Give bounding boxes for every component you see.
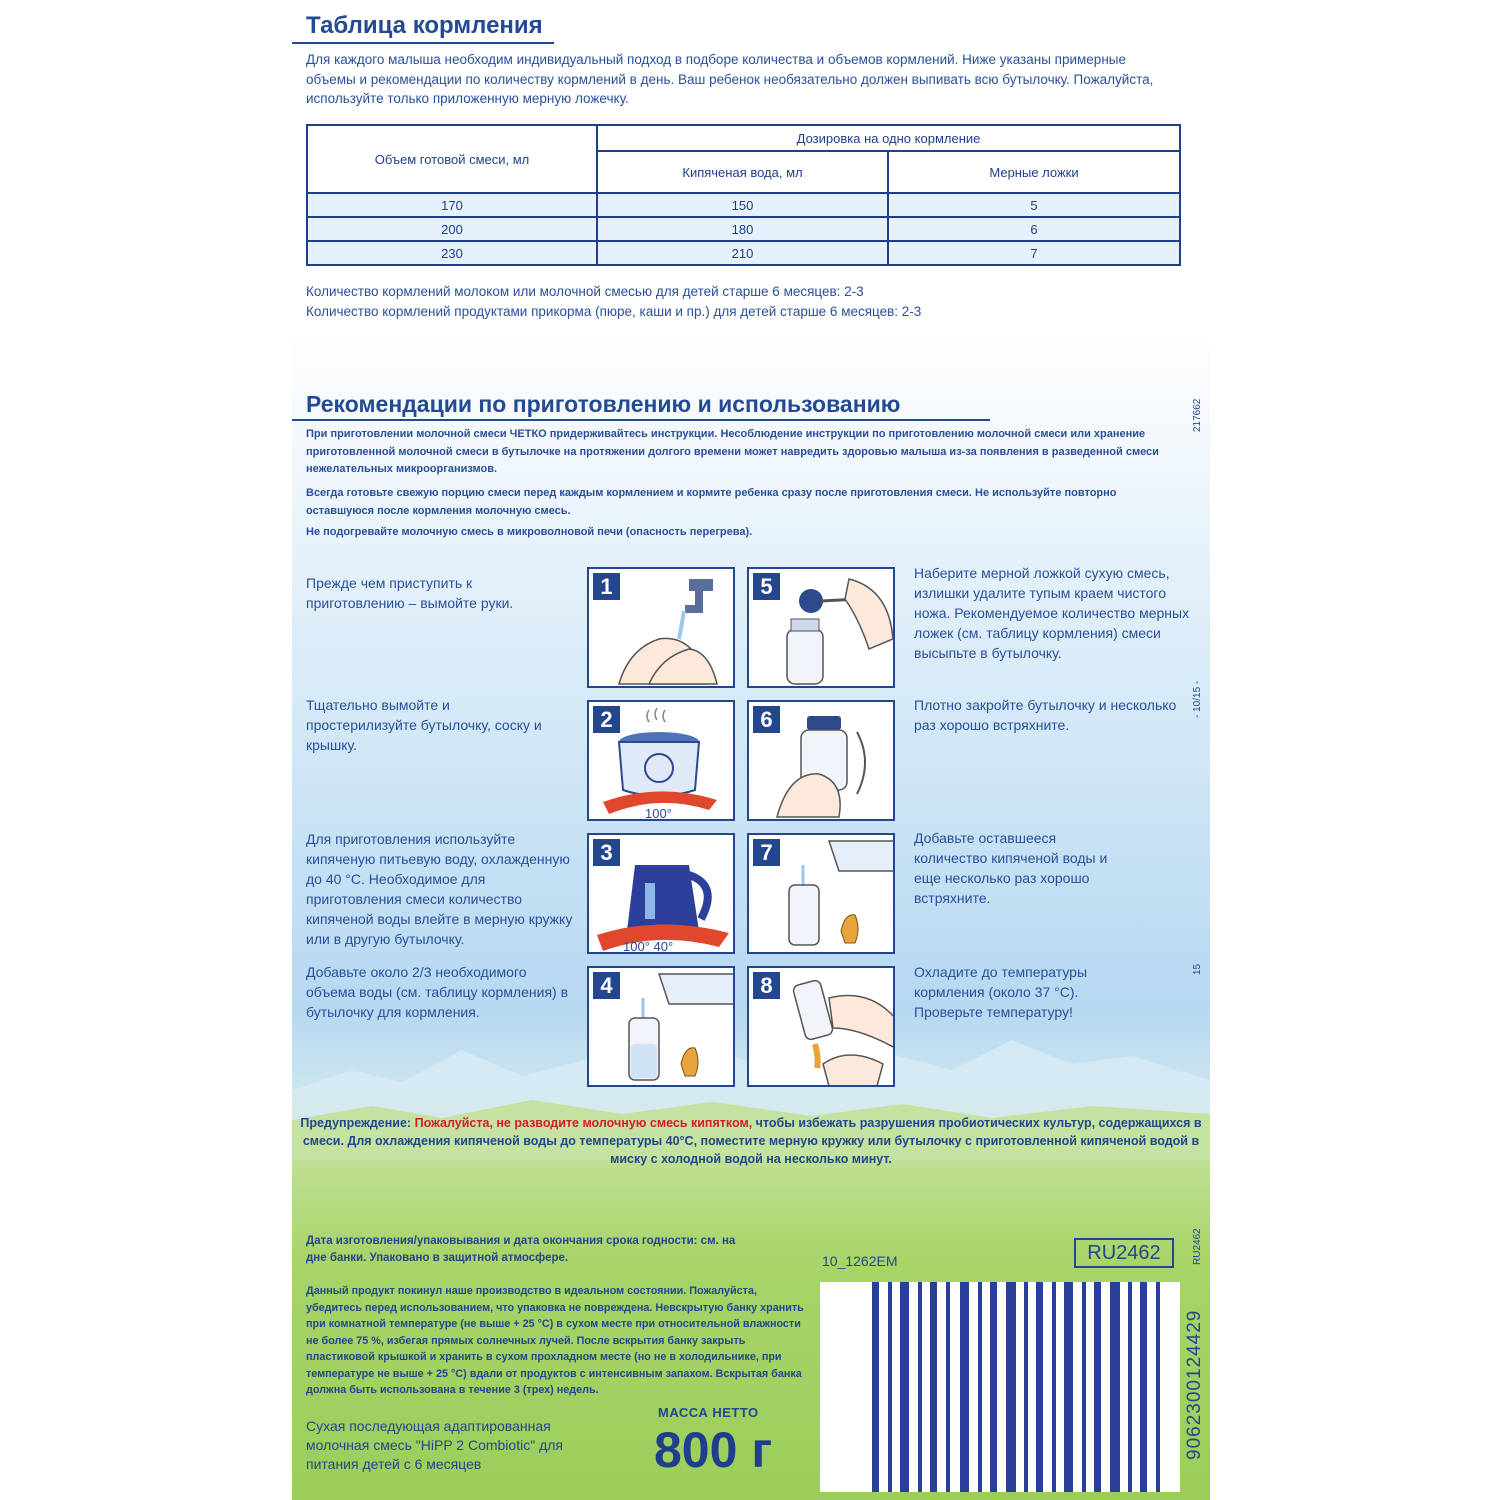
- storage-info: Данный продукт покинул наше производство в идеальном состоянии. Пожалуйста, убедитесь перед использованием, что упаковка не повреждена. Невскрытую банку хранить при комнатной температуре (не выше + 25 °С) в сухом месте при относительной влажности не более 75 %, избегая прямых солнечных лучей. После вскрытия банку закрыть пластиковой крышкой и хранить в сухом прохладном месте (но не в холодильнике, при температуре не выше + 25 °С) вдали от продуктов с интенсивным запахом. Вскрытая банка должна быть использована в течение 3 (трех) недель.: [306, 1285, 804, 1396]
- volume-cell: 200: [307, 217, 597, 241]
- table-row: [307, 241, 1180, 265]
- water-cell: 180: [597, 217, 888, 241]
- step-number: 7: [753, 839, 780, 866]
- step-2-tile: [587, 700, 735, 821]
- col-spoons-header: Мерные ложки: [888, 151, 1180, 193]
- step-7-text: Добавьте оставшееся количество кипяченой воды и еще несколько раз хорошо встряхните.: [914, 830, 1108, 906]
- mass-value: 800 г: [654, 1422, 773, 1478]
- step-number: 1: [593, 573, 620, 600]
- side-code-1: 217662: [1192, 398, 1203, 432]
- step-5-text: Наберите мерной ложкой сухую смесь, излишки удалите тупым краем чистого ножа. Рекомендуемое количество мерных ложек (см. таблицу кормления) смеси высыпьте в бутылочку.: [914, 565, 1190, 661]
- col-water-header: Кипяченая вода, мл: [597, 151, 888, 193]
- step-number: 8: [753, 972, 780, 999]
- step-number: 6: [753, 706, 780, 733]
- warning-rest-text: чтобы избежать разрушения пробиотических культур, содержащихся в смеси. Для охлаждения кипяченой воды до температуры 40°С, поместите мерную кружку или бутылочку с приготовленной кипяченой водой в миску с холодной водой на несколько минут.: [302, 1116, 1202, 1166]
- product-code: 10_1262EM: [822, 1253, 898, 1269]
- side-code-3: 15: [1192, 963, 1203, 975]
- step-2-text: Тщательно вымойте и простерилизуйте бутылочку, соску и крышку.: [306, 697, 542, 753]
- prep-para2: Всегда готовьте свежую порцию смеси перед каждым кормлением и кормите ребенка сразу после приготовления смеси. Не используйте повторно оставшуюся после кормления молочную смесь.: [306, 487, 1117, 517]
- spoons-cell: 5: [888, 193, 1180, 217]
- side-code-2: - 10/15 -: [1192, 680, 1203, 718]
- step-4-text: Добавьте около 2/3 необходимого объема воды (см. таблицу кормления) в бутылочку для кормления.: [306, 964, 569, 1020]
- step-number: 5: [753, 573, 780, 600]
- col-dosage-header: Дозировка на одно кормление: [597, 125, 1180, 151]
- feeding-title: Таблица кормления: [306, 12, 543, 39]
- prep-para3: Не подогревайте молочную смесь в микроволновой печи (опасность перегрева).: [306, 526, 753, 538]
- side-code-4: RU2462: [1192, 1228, 1203, 1265]
- step-number: 4: [593, 972, 620, 999]
- step-3-tile: [587, 833, 735, 954]
- prep-title: Рекомендации по приготовлению и использованию: [306, 391, 901, 417]
- warning-red-text: Пожалуйста, не разводите молочную смесь кипятком,: [414, 1116, 753, 1130]
- step-8-text: Охладите до температуры кормления (около 37 °С). Проверьте температуру!: [914, 964, 1088, 1020]
- water-cell: 150: [597, 193, 888, 217]
- warning-text: [292, 1114, 1210, 1168]
- step-1-tile: [587, 567, 735, 688]
- warning-label: Предупреждение:: [300, 1116, 412, 1130]
- col-volume-header: Объем готовой смеси, мл: [307, 125, 597, 193]
- step-5-tile: [747, 567, 895, 688]
- table-row: [307, 193, 1180, 217]
- volume-cell: 170: [307, 193, 597, 217]
- volume-cell: 230: [307, 241, 597, 265]
- feeding-title-rule: [292, 42, 554, 44]
- barcode: [820, 1282, 1180, 1492]
- step-1-text: Прежде чем приступить к приготовлению – вымойте руки.: [306, 575, 514, 611]
- step-3-text: Для приготовления используйте кипяченую питьевую воду, охлажденную до 40 °С. Необходимое для приготовления смеси количество кипяченой воды влейте в мерную кружку или в другую бутылочку.: [306, 831, 573, 947]
- step-8-tile: [747, 966, 895, 1087]
- step-6-text: Плотно закройте бутылочку и несколько раз хорошо встряхните.: [914, 697, 1177, 733]
- temperature-label: 100° 40°: [623, 939, 674, 954]
- prep-para1: При приготовлении молочной смеси ЧЕТКО придерживайтесь инструкции. Несоблюдение инструкции по приготовлению молочной смеси или хранение приготовленной молочной смеси в бутылочке на протяжении долгого времени может навредить здоровью малыша из-за появления в разведенной смеси нежелательных микроорганизмов.: [306, 428, 1159, 475]
- product-name: Сухая последующая адаптированная молочная смесь "HiPP 2 Combiotic" для питания детей с 6 месяцев: [306, 1418, 563, 1472]
- feeding-note-complementary: Количество кормлений продуктами прикорма (пюре, каши и пр.) для детей старше 6 месяцев: 2-3: [306, 304, 922, 319]
- barcode-icon: [820, 1282, 1180, 1492]
- spoons-cell: 6: [888, 217, 1180, 241]
- barcode-number: 9062300124429: [1184, 1309, 1205, 1460]
- step-number: 3: [593, 839, 620, 866]
- step-4-tile: [587, 966, 735, 1087]
- mass-label: МАССА НЕТТО: [658, 1405, 759, 1420]
- step-number: 2: [593, 706, 620, 733]
- date-info: Дата изготовления/упаковывания и дата окончания срока годности: см. на дне банки. Упаковано в защитной атмосфере.: [306, 1235, 736, 1264]
- water-cell: 210: [597, 241, 888, 265]
- feeding-intro: Для каждого малыша необходим индивидуальный подход в подборе количества и объемов кормлений. Ниже указаны примерные объемы и рекомендации по количеству кормлений в день. Ваш ребенок необязательно должен выпивать всю бутылочку. Пожалуйста, используйте только приложенную мерную ложечку.: [306, 52, 1154, 106]
- prep-title-rule: [292, 419, 990, 421]
- step-7-tile: [747, 833, 895, 954]
- feeding-table: [306, 124, 1181, 266]
- ru-code-badge: RU2462: [1074, 1238, 1174, 1268]
- spoons-cell: 7: [888, 241, 1180, 265]
- temperature-label: 100°: [645, 806, 672, 821]
- feeding-note-milk: Количество кормлений молоком или молочной смесью для детей старше 6 месяцев: 2-3: [306, 284, 864, 299]
- table-row: [307, 217, 1180, 241]
- step-6-tile: [747, 700, 895, 821]
